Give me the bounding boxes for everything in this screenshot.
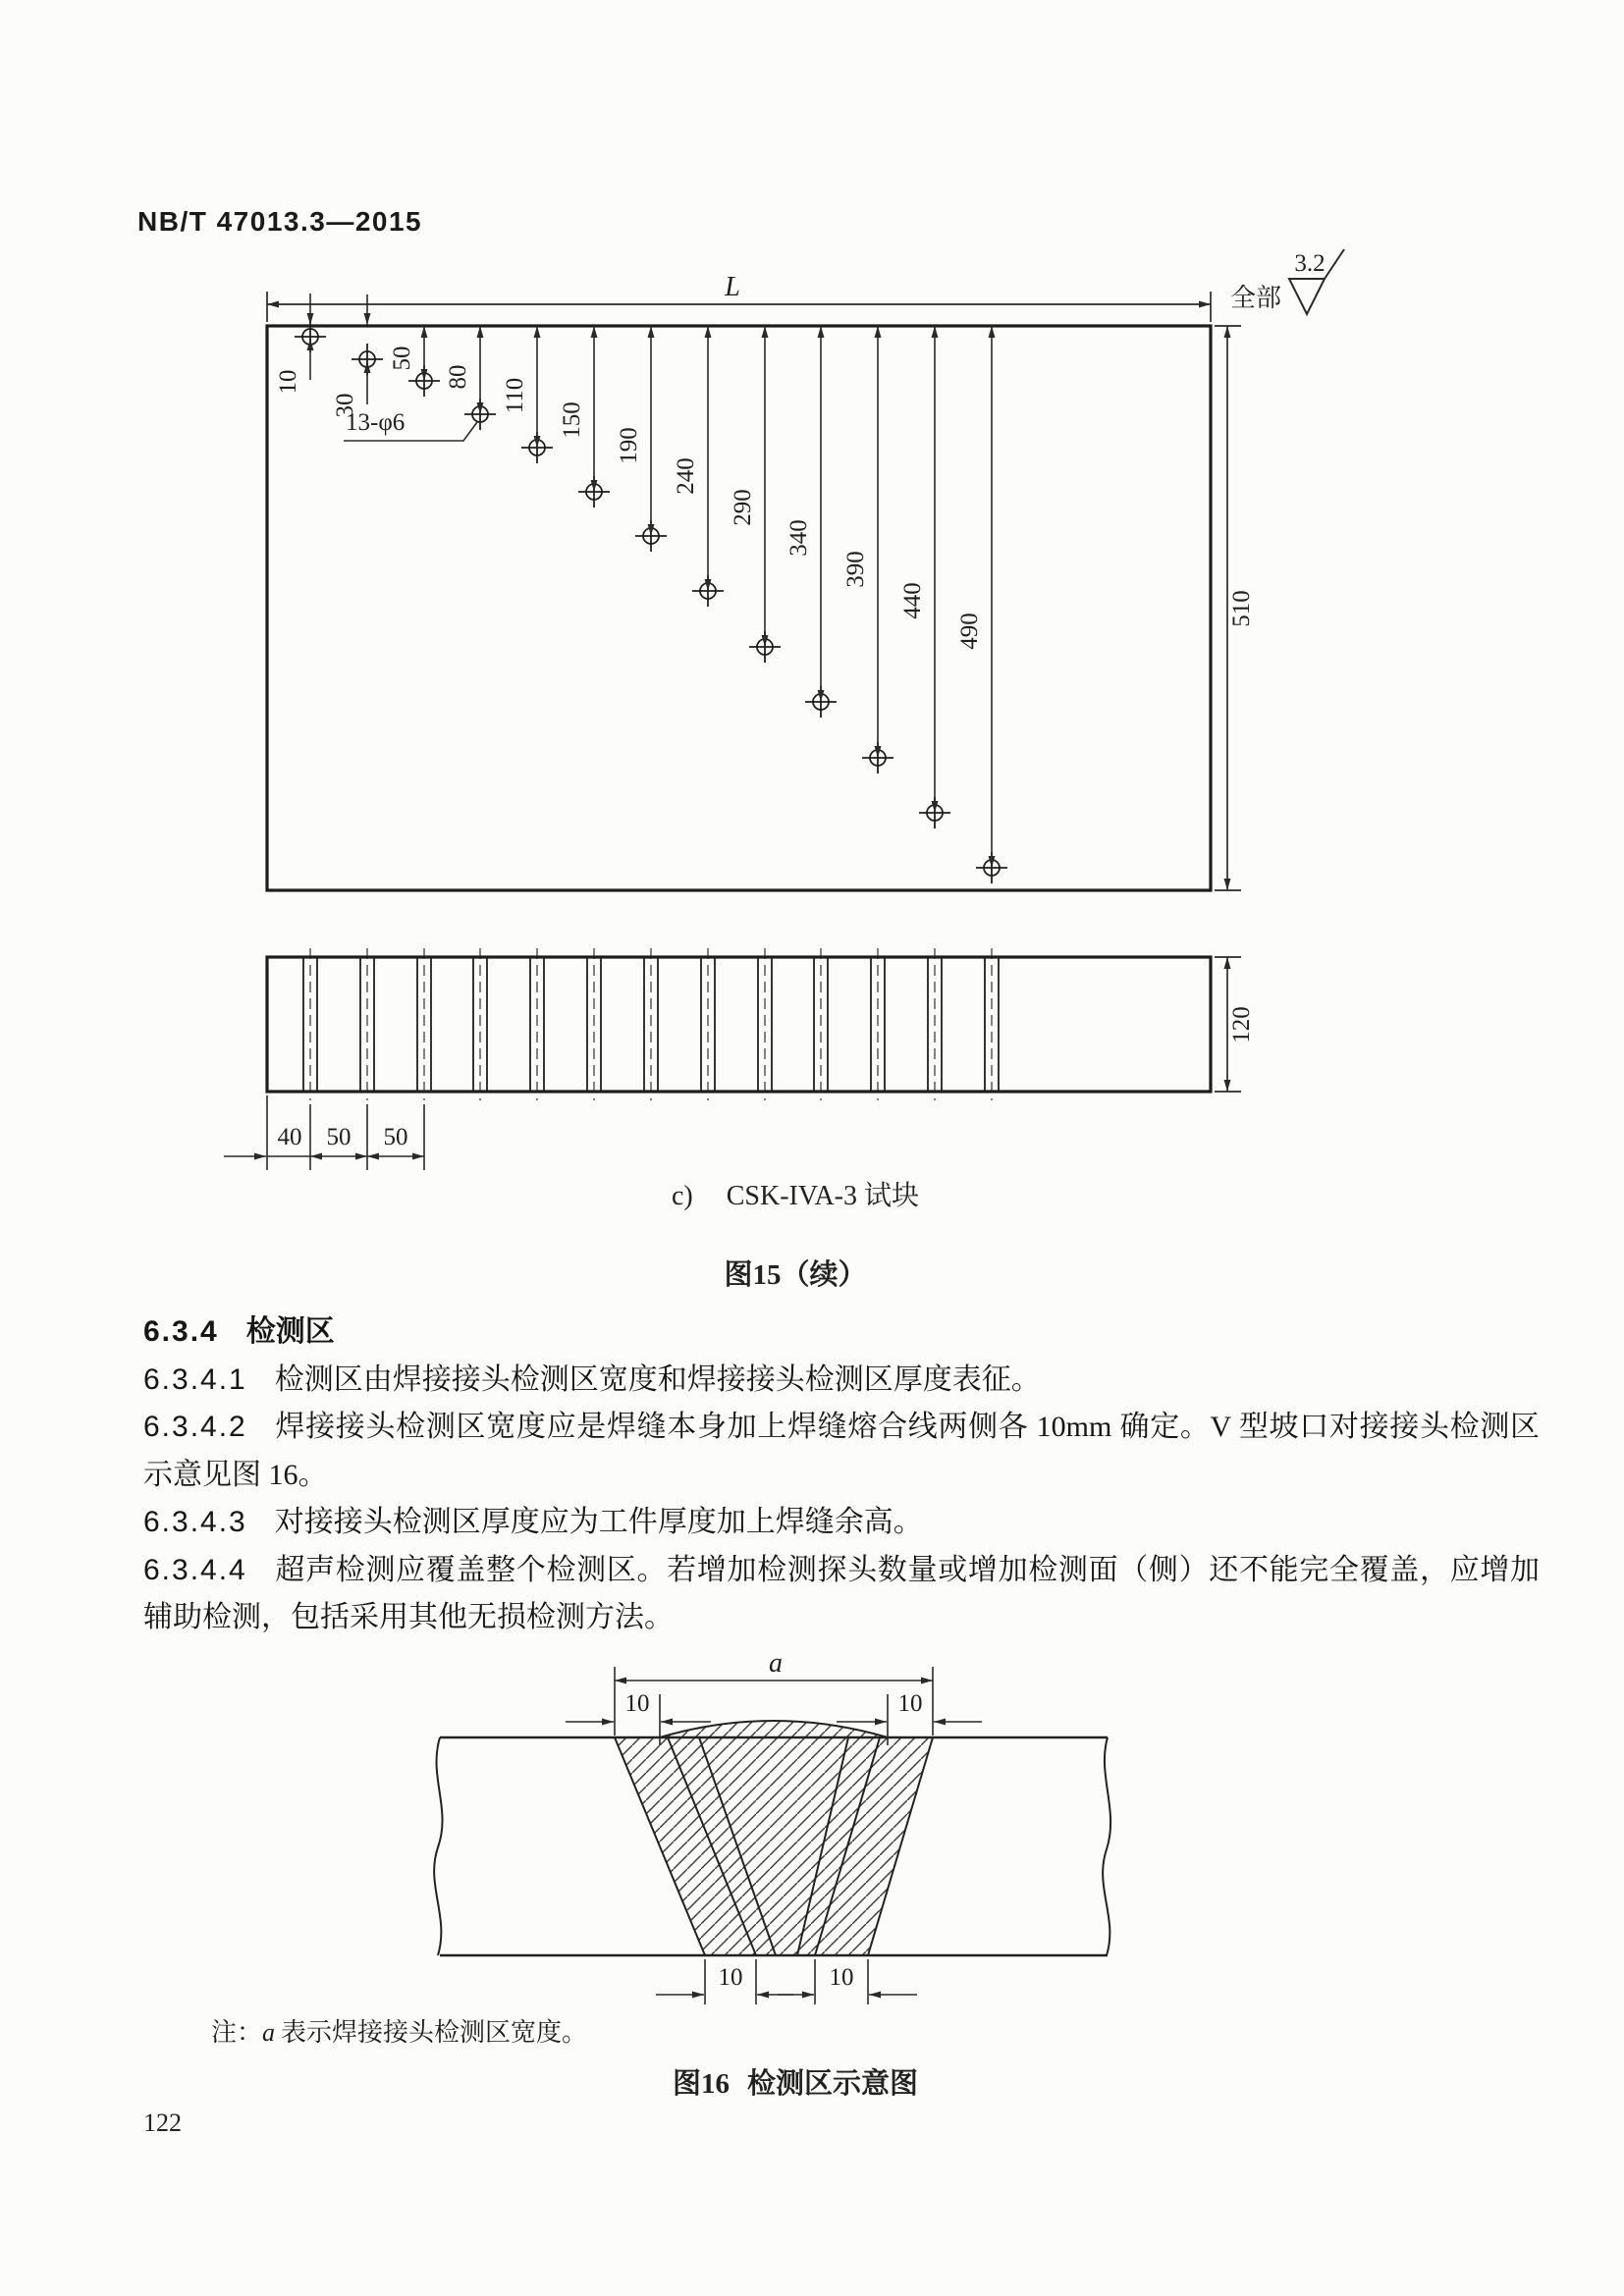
hole-column bbox=[758, 948, 772, 1100]
svg-text:10: 10 bbox=[624, 1690, 650, 1717]
plan-width-dimension-label: 120 bbox=[1228, 1006, 1255, 1043]
note-text: 表示焊接接头检测区宽度。 bbox=[281, 2018, 588, 2047]
figure15-drawing bbox=[128, 245, 1522, 1306]
clause-number: 6.3.4.4 bbox=[143, 1553, 247, 1586]
hole-depth-dim bbox=[899, 326, 935, 813]
figure15-caption: 图15（续） bbox=[724, 1259, 867, 1291]
clause-paragraph bbox=[143, 1404, 1540, 1499]
svg-text:290: 290 bbox=[730, 489, 756, 526]
figure15-subcaption-prefix: c) bbox=[671, 1181, 693, 1211]
hole-column bbox=[530, 948, 544, 1100]
hole-depth-dim bbox=[956, 326, 992, 868]
svg-text:10: 10 bbox=[275, 369, 301, 395]
hole-depth-dim bbox=[332, 294, 367, 418]
svg-text:340: 340 bbox=[785, 519, 812, 557]
plan-view-hole-columns bbox=[303, 948, 999, 1100]
clause-text: 对接接头检测区厚度应为工件厚度加上焊缝余高。 bbox=[274, 1506, 923, 1538]
height-dimension-label: 510 bbox=[1228, 590, 1255, 627]
svg-text:190: 190 bbox=[616, 427, 642, 464]
clause-paragraph bbox=[143, 1357, 1540, 1405]
svg-text:40: 40 bbox=[277, 1124, 302, 1150]
detection-zone-hatch bbox=[615, 1721, 933, 1955]
svg-text:10: 10 bbox=[829, 1964, 854, 1991]
hole-spacing-dimensions bbox=[224, 1095, 424, 1170]
hole-depth-dim bbox=[785, 326, 821, 702]
svg-text:50: 50 bbox=[389, 346, 415, 371]
section-heading bbox=[143, 1308, 1540, 1357]
svg-text:390: 390 bbox=[842, 551, 869, 588]
clause-number: 6.3.4.2 bbox=[143, 1411, 247, 1443]
hole-column bbox=[303, 948, 317, 1100]
page-number: 122 bbox=[143, 2109, 182, 2137]
hole-depth-dim bbox=[616, 326, 651, 536]
section-heading-number: 6.3.4 bbox=[143, 1315, 219, 1348]
svg-text:80: 80 bbox=[445, 364, 471, 390]
length-dimension-label: L bbox=[725, 272, 740, 302]
hole-depth-dim bbox=[445, 326, 480, 414]
hole-column bbox=[871, 948, 885, 1100]
front-view-outline bbox=[267, 326, 1211, 890]
svg-text:50: 50 bbox=[383, 1124, 408, 1150]
svg-text:13-φ6: 13-φ6 bbox=[346, 409, 406, 436]
holes-callout bbox=[344, 409, 477, 441]
svg-text:10: 10 bbox=[897, 1690, 923, 1717]
clause-paragraph bbox=[143, 1499, 1540, 1547]
hole-depth-dim bbox=[502, 326, 537, 448]
clause-number: 6.3.4.1 bbox=[143, 1362, 247, 1396]
section-heading-title: 检测区 bbox=[245, 1315, 335, 1348]
note-prefix: 注： bbox=[211, 2018, 263, 2047]
hole-depth-dim bbox=[842, 326, 878, 758]
svg-text:50: 50 bbox=[326, 1124, 352, 1150]
figure15-subcaption bbox=[147, 1174, 1443, 1213]
hole-column bbox=[587, 948, 601, 1100]
hole-depth-dim bbox=[673, 326, 708, 591]
svg-text:490: 490 bbox=[956, 613, 983, 650]
clause-text: 焊接接头检测区宽度应是焊缝本身加上焊缝熔合线两侧各 10mm 确定。V 型坡口对接接头检测区示意见图 16。 bbox=[143, 1411, 1540, 1491]
hole-column bbox=[701, 948, 715, 1100]
hole-column bbox=[814, 948, 828, 1100]
figure16-caption-title: 检测区示意图 bbox=[747, 2068, 919, 2100]
bottom-margin-dimensions bbox=[656, 1959, 917, 2004]
figure15-subcaption-title: CSK-IVA-3 试块 bbox=[726, 1181, 920, 1211]
svg-text:440: 440 bbox=[899, 582, 926, 619]
hole-column bbox=[360, 948, 374, 1100]
figure16-drawing bbox=[373, 1654, 1159, 2017]
svg-text:10: 10 bbox=[718, 1964, 743, 1991]
break-line-right bbox=[1103, 1737, 1110, 1955]
clause-number: 6.3.4.3 bbox=[143, 1506, 247, 1538]
figure16-note bbox=[211, 2012, 587, 2049]
hole-depth-dim bbox=[559, 326, 594, 492]
plan-view-outline bbox=[267, 957, 1211, 1092]
hole-column bbox=[928, 948, 942, 1100]
hole-depth-dim bbox=[275, 294, 310, 395]
surface-finish-value: 3.2 bbox=[1294, 250, 1326, 277]
svg-text:150: 150 bbox=[559, 401, 585, 439]
figure16-caption bbox=[147, 2061, 1443, 2102]
svg-text:30: 30 bbox=[332, 393, 358, 418]
figure16-caption-prefix: 图16 bbox=[672, 2068, 730, 2100]
zone-width-label: a bbox=[769, 1654, 783, 1679]
note-variable: a bbox=[262, 2018, 276, 2047]
hole-column bbox=[417, 948, 431, 1100]
hole-depth-dim bbox=[389, 326, 424, 381]
svg-text:110: 110 bbox=[502, 377, 528, 414]
hole-column bbox=[644, 948, 658, 1100]
hole-depth-dimensions bbox=[275, 294, 992, 868]
hole-depth-dim bbox=[730, 326, 765, 647]
clause-text: 超声检测应覆盖整个检测区。若增加检测探头数量或增加检测面（侧）还不能完全覆盖，应增加辅助检测，包括采用其他无损检测方法。 bbox=[143, 1553, 1540, 1633]
break-line-left bbox=[434, 1737, 442, 1955]
clause-paragraph bbox=[143, 1547, 1540, 1642]
hole-column bbox=[985, 948, 999, 1100]
standard-number-header: NB/T 47013.3—2015 bbox=[137, 206, 423, 237]
svg-text:240: 240 bbox=[673, 457, 699, 495]
hole-column bbox=[473, 948, 487, 1100]
surface-finish-scope-label: 全部 bbox=[1229, 284, 1281, 312]
clause-text: 检测区由焊接接头检测区宽度和焊接接头检测区厚度表征。 bbox=[274, 1362, 1041, 1396]
section-6-3-4 bbox=[143, 1308, 1540, 1642]
